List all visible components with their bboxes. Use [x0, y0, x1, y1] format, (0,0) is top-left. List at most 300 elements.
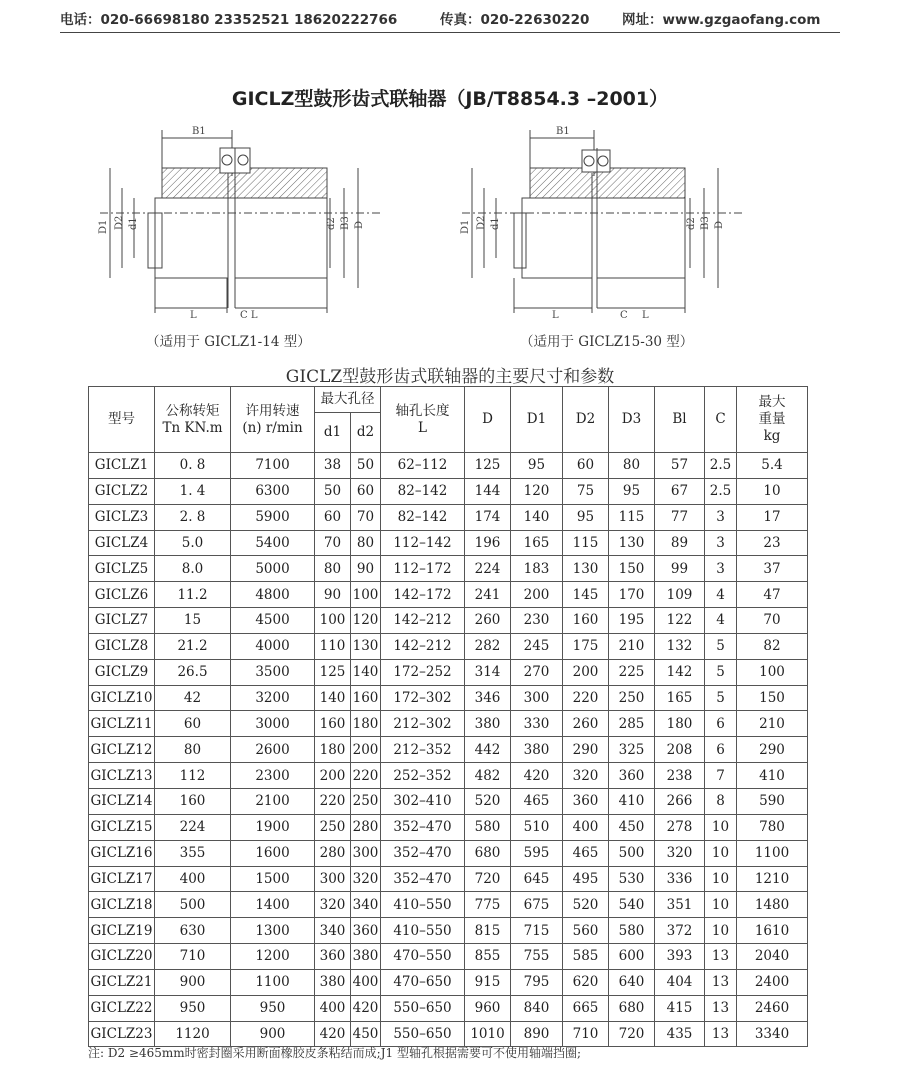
table-cell: 6 [705, 737, 737, 763]
diagram-caption-large: （适用于 GICLZ15-30 型） [520, 334, 694, 350]
table-cell: 140 [351, 659, 381, 685]
table-cell: 372 [655, 918, 705, 944]
table-cell: 212–352 [381, 737, 465, 763]
table-cell: GICLZ12 [89, 737, 155, 763]
table-cell: 710 [563, 1021, 609, 1047]
coupling-diagram-large [452, 118, 752, 326]
header-C: C [705, 387, 737, 453]
table-cell: 715 [511, 918, 563, 944]
table-cell: 410 [609, 788, 655, 814]
table-cell: 62–112 [381, 453, 465, 479]
table-cell: 3000 [231, 711, 315, 737]
table-row [89, 918, 808, 944]
table-cell: 320 [351, 866, 381, 892]
fax-text: 传真：020-22630220 [440, 12, 590, 28]
table-row [89, 711, 808, 737]
table-cell: 150 [737, 685, 808, 711]
table-cell: 70 [315, 530, 351, 556]
table-cell: 355 [155, 840, 231, 866]
table-row [89, 659, 808, 685]
label-b1: B1 [192, 126, 206, 137]
header-B1: Bl [655, 387, 705, 453]
table-cell: 144 [465, 478, 511, 504]
table-cell: 220 [563, 685, 609, 711]
table-cell: 4000 [231, 633, 315, 659]
table-cell: 360 [315, 944, 351, 970]
table-cell: 780 [737, 814, 808, 840]
table-cell: 815 [465, 918, 511, 944]
table-cell: 620 [563, 969, 609, 995]
table-cell: 95 [563, 504, 609, 530]
table-cell: GICLZ22 [89, 995, 155, 1021]
label-l-right: L [642, 310, 649, 321]
table-cell: GICLZ23 [89, 1021, 155, 1047]
table-cell: 540 [609, 892, 655, 918]
header-length: 轴孔长度 L [381, 387, 465, 453]
table-cell: 112 [155, 763, 231, 789]
table-cell: 500 [155, 892, 231, 918]
table-row [89, 453, 808, 479]
table-cell: 115 [609, 504, 655, 530]
header-bore: 最大孔径 [315, 387, 381, 413]
table-cell: 890 [511, 1021, 563, 1047]
table-row [89, 763, 808, 789]
table-cell: 710 [155, 944, 231, 970]
table-row [89, 995, 808, 1021]
table-cell: 400 [351, 969, 381, 995]
label-d: D [354, 220, 365, 229]
table-cell: 680 [465, 840, 511, 866]
table-cell: 125 [315, 659, 351, 685]
table-cell: 13 [705, 1021, 737, 1047]
table-cell: GICLZ8 [89, 633, 155, 659]
table-cell: 3 [705, 530, 737, 556]
table-cell: 510 [511, 814, 563, 840]
table-cell: 352–470 [381, 840, 465, 866]
table-cell: 415 [655, 995, 705, 1021]
table-cell: 4 [705, 608, 737, 634]
table-cell: 1. 4 [155, 478, 231, 504]
table-cell: 224 [465, 556, 511, 582]
table-cell: GICLZ1 [89, 453, 155, 479]
header-D1: D1 [511, 387, 563, 453]
table-cell: 1600 [231, 840, 315, 866]
table-cell: 915 [465, 969, 511, 995]
table-cell: 252–352 [381, 763, 465, 789]
table-cell: 7 [705, 763, 737, 789]
table-cell: 210 [609, 633, 655, 659]
table-row [89, 944, 808, 970]
table-cell: 10 [705, 814, 737, 840]
table-cell: 142–212 [381, 608, 465, 634]
table-cell: 314 [465, 659, 511, 685]
table-cell: 4800 [231, 582, 315, 608]
table-row [89, 737, 808, 763]
table-cell: GICLZ16 [89, 840, 155, 866]
header-rule [60, 32, 840, 33]
table-cell: 665 [563, 995, 609, 1021]
table-row [89, 478, 808, 504]
table-cell: 300 [351, 840, 381, 866]
label-d: D [714, 220, 725, 229]
label-d1: D1 [98, 219, 109, 234]
table-cell: 550–650 [381, 995, 465, 1021]
table-cell: 224 [155, 814, 231, 840]
table-cell: 10 [705, 918, 737, 944]
page-title: GICLZ型鼓形齿式联轴器（JB/T8854.3 –2001） [231, 88, 669, 110]
table-row [89, 530, 808, 556]
table-cell: 100 [315, 608, 351, 634]
coupling-diagram-small [90, 118, 390, 326]
table-cell: 500 [609, 840, 655, 866]
table-cell: 200 [315, 763, 351, 789]
table-cell: 5.4 [737, 453, 808, 479]
table-cell: 4 [705, 582, 737, 608]
table-cell: 130 [563, 556, 609, 582]
table-cell: 285 [609, 711, 655, 737]
header-d1: d1 [315, 413, 351, 453]
table-cell: 50 [315, 478, 351, 504]
table-cell: 960 [465, 995, 511, 1021]
table-cell: 26.5 [155, 659, 231, 685]
table-cell: 950 [231, 995, 315, 1021]
table-cell: 720 [609, 1021, 655, 1047]
table-cell: 404 [655, 969, 705, 995]
table-cell: 90 [315, 582, 351, 608]
table-cell: 720 [465, 866, 511, 892]
page-header [0, 0, 900, 34]
table-cell: 13 [705, 944, 737, 970]
table-cell: 183 [511, 556, 563, 582]
table-cell: 142–172 [381, 582, 465, 608]
table-cell: 10 [705, 892, 737, 918]
table-cell: 120 [351, 608, 381, 634]
table-cell: 302–410 [381, 788, 465, 814]
table-cell: 795 [511, 969, 563, 995]
table-cell: 560 [563, 918, 609, 944]
table-cell: 420 [315, 1021, 351, 1047]
table-cell: 60 [563, 453, 609, 479]
table-cell: 196 [465, 530, 511, 556]
table-cell: 640 [609, 969, 655, 995]
label-l: L [190, 310, 197, 321]
table-row [89, 866, 808, 892]
table-row [89, 504, 808, 530]
table-cell: 80 [609, 453, 655, 479]
table-cell: 2300 [231, 763, 315, 789]
table-cell: 465 [511, 788, 563, 814]
table-cell: 325 [609, 737, 655, 763]
label-small-d2: d2 [686, 217, 697, 230]
table-cell: 90 [351, 556, 381, 582]
table-cell: 200 [511, 582, 563, 608]
table-caption: GICLZ型鼓形齿式联轴器的主要尺寸和参数 [285, 367, 615, 387]
label-small-d1: d1 [490, 217, 501, 230]
table-cell: 393 [655, 944, 705, 970]
table-cell: 755 [511, 944, 563, 970]
table-cell: 109 [655, 582, 705, 608]
table-cell: 380 [511, 737, 563, 763]
table-cell: GICLZ2 [89, 478, 155, 504]
table-cell: 410–550 [381, 918, 465, 944]
table-cell: 3500 [231, 659, 315, 685]
table-cell: 172–252 [381, 659, 465, 685]
table-cell: 230 [511, 608, 563, 634]
table-cell: 2.5 [705, 453, 737, 479]
table-cell: 1900 [231, 814, 315, 840]
table-cell: 380 [465, 711, 511, 737]
table-cell: 1100 [231, 969, 315, 995]
table-cell: 1210 [737, 866, 808, 892]
table-cell: 89 [655, 530, 705, 556]
label-l: L [552, 310, 559, 321]
table-cell: 37 [737, 556, 808, 582]
table-cell: 590 [737, 788, 808, 814]
spec-table-body [89, 453, 808, 1047]
table-cell: 241 [465, 582, 511, 608]
table-cell: 1400 [231, 892, 315, 918]
table-cell: 3 [705, 504, 737, 530]
table-cell: 220 [351, 763, 381, 789]
table-cell: 70 [737, 608, 808, 634]
table-cell: 174 [465, 504, 511, 530]
table-cell: 2.5 [705, 478, 737, 504]
table-cell: 520 [563, 892, 609, 918]
table-cell: 5000 [231, 556, 315, 582]
label-cl: C L [240, 310, 258, 321]
table-cell: 336 [655, 866, 705, 892]
table-cell: 260 [465, 608, 511, 634]
table-cell: 70 [351, 504, 381, 530]
table-cell: 112–142 [381, 530, 465, 556]
table-row [89, 814, 808, 840]
table-cell: 77 [655, 504, 705, 530]
table-cell: 75 [563, 478, 609, 504]
table-cell: GICLZ18 [89, 892, 155, 918]
table-cell: 180 [315, 737, 351, 763]
table-cell: 82–142 [381, 504, 465, 530]
table-cell: 450 [351, 1021, 381, 1047]
table-cell: 220 [315, 788, 351, 814]
table-cell: 300 [511, 685, 563, 711]
table-cell: 160 [563, 608, 609, 634]
table-cell: 351 [655, 892, 705, 918]
table-row [89, 969, 808, 995]
table-cell: 300 [315, 866, 351, 892]
table-cell: 775 [465, 892, 511, 918]
table-cell: 130 [609, 530, 655, 556]
table-cell: 238 [655, 763, 705, 789]
table-cell: GICLZ7 [89, 608, 155, 634]
table-row [89, 608, 808, 634]
table-cell: 550–650 [381, 1021, 465, 1047]
table-cell: 160 [315, 711, 351, 737]
table-cell: GICLZ9 [89, 659, 155, 685]
label-small-d1: d1 [128, 217, 139, 230]
table-cell: 320 [315, 892, 351, 918]
table-cell: 360 [563, 788, 609, 814]
table-cell: 60 [315, 504, 351, 530]
table-cell: 82–142 [381, 478, 465, 504]
table-row [89, 892, 808, 918]
table-cell: 67 [655, 478, 705, 504]
table-cell: 8 [705, 788, 737, 814]
table-cell: 95 [511, 453, 563, 479]
table-cell: 200 [563, 659, 609, 685]
table-cell: 6 [705, 711, 737, 737]
table-cell: 630 [155, 918, 231, 944]
table-cell: 410 [737, 763, 808, 789]
table-cell: 320 [563, 763, 609, 789]
table-cell: 465 [563, 840, 609, 866]
table-cell: GICLZ10 [89, 685, 155, 711]
table-cell: 5 [705, 659, 737, 685]
table-cell: 7100 [231, 453, 315, 479]
table-cell: 352–470 [381, 814, 465, 840]
table-cell: 3200 [231, 685, 315, 711]
table-cell: 520 [465, 788, 511, 814]
table-cell: 900 [231, 1021, 315, 1047]
table-cell: GICLZ20 [89, 944, 155, 970]
table-cell: 5 [705, 685, 737, 711]
table-cell: GICLZ5 [89, 556, 155, 582]
table-cell: 450 [609, 814, 655, 840]
label-d2: D2 [476, 215, 487, 230]
table-cell: 60 [155, 711, 231, 737]
table-cell: 150 [609, 556, 655, 582]
table-cell: 42 [155, 685, 231, 711]
label-b1: B1 [556, 126, 570, 137]
table-cell: 80 [315, 556, 351, 582]
table-cell: 595 [511, 840, 563, 866]
table-cell: 2100 [231, 788, 315, 814]
header-D: D [465, 387, 511, 453]
footnote: 注: D2 ≥465mm时密封圈采用断面橡胶皮条粘结而成;J1 型轴孔根据需要可不使用轴端挡圈; [88, 1046, 581, 1060]
table-cell: 278 [655, 814, 705, 840]
table-cell: 950 [155, 995, 231, 1021]
table-cell: 1100 [737, 840, 808, 866]
table-cell: 900 [155, 969, 231, 995]
table-cell: 260 [563, 711, 609, 737]
table-cell: 50 [351, 453, 381, 479]
table-cell: 142–212 [381, 633, 465, 659]
table-cell: 482 [465, 763, 511, 789]
table-cell: 585 [563, 944, 609, 970]
table-cell: GICLZ3 [89, 504, 155, 530]
spec-table [88, 386, 808, 1047]
table-cell: 140 [511, 504, 563, 530]
table-cell: 2460 [737, 995, 808, 1021]
table-cell: 125 [465, 453, 511, 479]
table-cell: 210 [737, 711, 808, 737]
table-cell: 270 [511, 659, 563, 685]
table-row [89, 788, 808, 814]
table-cell: 290 [737, 737, 808, 763]
table-cell: 600 [609, 944, 655, 970]
table-cell: 470–550 [381, 944, 465, 970]
table-cell: 442 [465, 737, 511, 763]
table-cell: 120 [511, 478, 563, 504]
table-cell: 208 [655, 737, 705, 763]
table-cell: 245 [511, 633, 563, 659]
table-cell: 1010 [465, 1021, 511, 1047]
table-cell: 170 [609, 582, 655, 608]
table-cell: 360 [351, 918, 381, 944]
table-cell: 1500 [231, 866, 315, 892]
label-d2: D2 [114, 215, 125, 230]
table-cell: GICLZ4 [89, 530, 155, 556]
table-cell: 160 [351, 685, 381, 711]
table-row [89, 685, 808, 711]
table-cell: 132 [655, 633, 705, 659]
table-cell: 3340 [737, 1021, 808, 1047]
table-cell: 1480 [737, 892, 808, 918]
table-cell: 580 [609, 918, 655, 944]
table-cell: 580 [465, 814, 511, 840]
table-cell: 280 [351, 814, 381, 840]
label-small-d2: d2 [326, 217, 337, 230]
diagram-caption-small: （适用于 GICLZ1-14 型） [146, 334, 311, 350]
table-cell: 346 [465, 685, 511, 711]
table-cell: 435 [655, 1021, 705, 1047]
table-cell: 470–650 [381, 969, 465, 995]
table-cell: 175 [563, 633, 609, 659]
table-cell: 2. 8 [155, 504, 231, 530]
table-cell: 60 [351, 478, 381, 504]
table-cell: 165 [655, 685, 705, 711]
table-cell: 645 [511, 866, 563, 892]
table-cell: 290 [563, 737, 609, 763]
table-cell: 165 [511, 530, 563, 556]
table-cell: 99 [655, 556, 705, 582]
table-cell: GICLZ19 [89, 918, 155, 944]
table-cell: 680 [609, 995, 655, 1021]
table-cell: 420 [351, 995, 381, 1021]
table-cell: 57 [655, 453, 705, 479]
table-cell: 80 [155, 737, 231, 763]
table-cell: 280 [315, 840, 351, 866]
table-cell: 21.2 [155, 633, 231, 659]
table-cell: 410–550 [381, 892, 465, 918]
table-cell: 1610 [737, 918, 808, 944]
table-cell: 5 [705, 633, 737, 659]
header-weight: 最大 重量 kg [737, 387, 808, 453]
table-cell: 200 [351, 737, 381, 763]
table-cell: 17 [737, 504, 808, 530]
table-cell: 115 [563, 530, 609, 556]
table-cell: 2600 [231, 737, 315, 763]
table-cell: 530 [609, 866, 655, 892]
table-cell: 5.0 [155, 530, 231, 556]
table-cell: 2040 [737, 944, 808, 970]
table-cell: 100 [351, 582, 381, 608]
header-speed: 许用转速 (n) r/min [231, 387, 315, 453]
table-cell: 340 [315, 918, 351, 944]
table-cell: 8.0 [155, 556, 231, 582]
table-cell: 420 [511, 763, 563, 789]
table-cell: 840 [511, 995, 563, 1021]
table-cell: 95 [609, 478, 655, 504]
table-cell: GICLZ14 [89, 788, 155, 814]
label-c: C [620, 310, 628, 321]
table-cell: 11.2 [155, 582, 231, 608]
table-cell: 180 [351, 711, 381, 737]
table-cell: 10 [705, 866, 737, 892]
table-cell: GICLZ15 [89, 814, 155, 840]
table-cell: 122 [655, 608, 705, 634]
table-cell: 142 [655, 659, 705, 685]
table-row [89, 633, 808, 659]
